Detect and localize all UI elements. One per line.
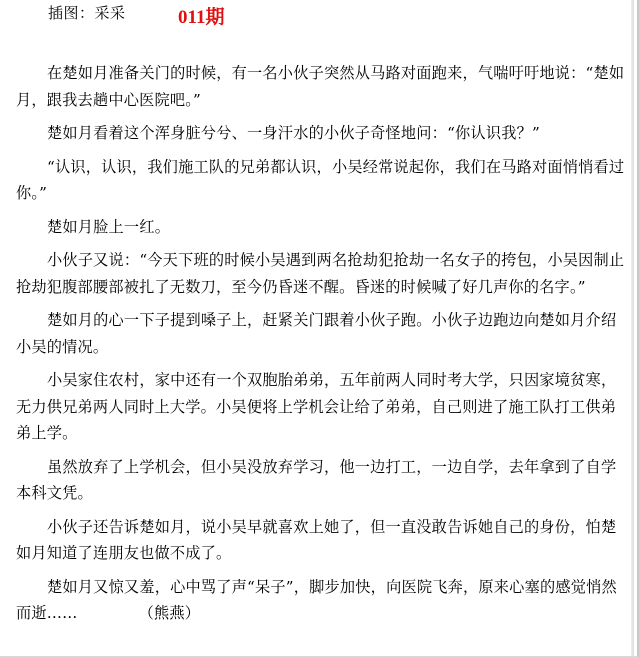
paragraph-3: “认识，认识，我们施工队的兄弟都认识，小吴经常说起你，我们在马路对面悄悄看过你。” [16,157,625,202]
issue-number: 011期 [178,7,225,28]
paragraph-6: 楚如月的心一下子提到嗓子上，赶紧关门跟着小伙子跑。小伙子边跑边向楚如月介绍小吴的情况。 [16,311,617,356]
paragraph-4: 楚如月脸上一红。 [47,217,171,236]
paragraph-7: 小吴家住农村，家中还有一个双胞胎弟弟，五年前两人同时考大学，只因家境贫寒，无力供兄弟两人同时上大学。小吴便将上学机会让给了弟弟，自己则进了施工队打工供弟弟上学。 [16,371,617,442]
paragraph-10 [16,574,626,627]
author-credit: （熊燕） [138,604,201,622]
paragraph-5: 小伙子又说：“今天下班的时候小吴遇到两名抢劫犯抢劫一名女子的挎包，小吴因制止抢劫犯腹部腰部被扎了无数刀，至今仍昏迷不醒。昏迷的时候喊了好几声你的名字。” [16,251,625,296]
paragraph-8: 虽然放弃了上学机会，但小吴没放弃学习，他一边打工，一边自学，去年拿到了自学本科文凭。 [16,457,617,502]
paragraph-9: 小伙子还告诉楚如月，说小吴早就喜欢上她了，但一直没敢告诉她自己的身份，怕楚如月知道了连朋友也做不成了。 [16,517,617,562]
paragraph-1: 在楚如月准备关门的时候，有一名小伙子突然从马路对面跑来，气喘吁吁地说：“楚如月，跟我去趟中心医院吧。” [16,64,625,109]
article-header [12,0,612,34]
paragraph-2: 楚如月看着这个浑身脏兮兮、一身汗水的小伙子奇怪地问：“你认识我？” [47,124,540,142]
paragraph-10-text: 楚如月又惊又羞，心中骂了声“呆子”，脚步加快，向医院飞奔，原来心塞的感觉悄然而逝…… [16,577,617,622]
article-body [16,60,626,627]
illustrator-credit: 插图：采采 [48,4,126,22]
